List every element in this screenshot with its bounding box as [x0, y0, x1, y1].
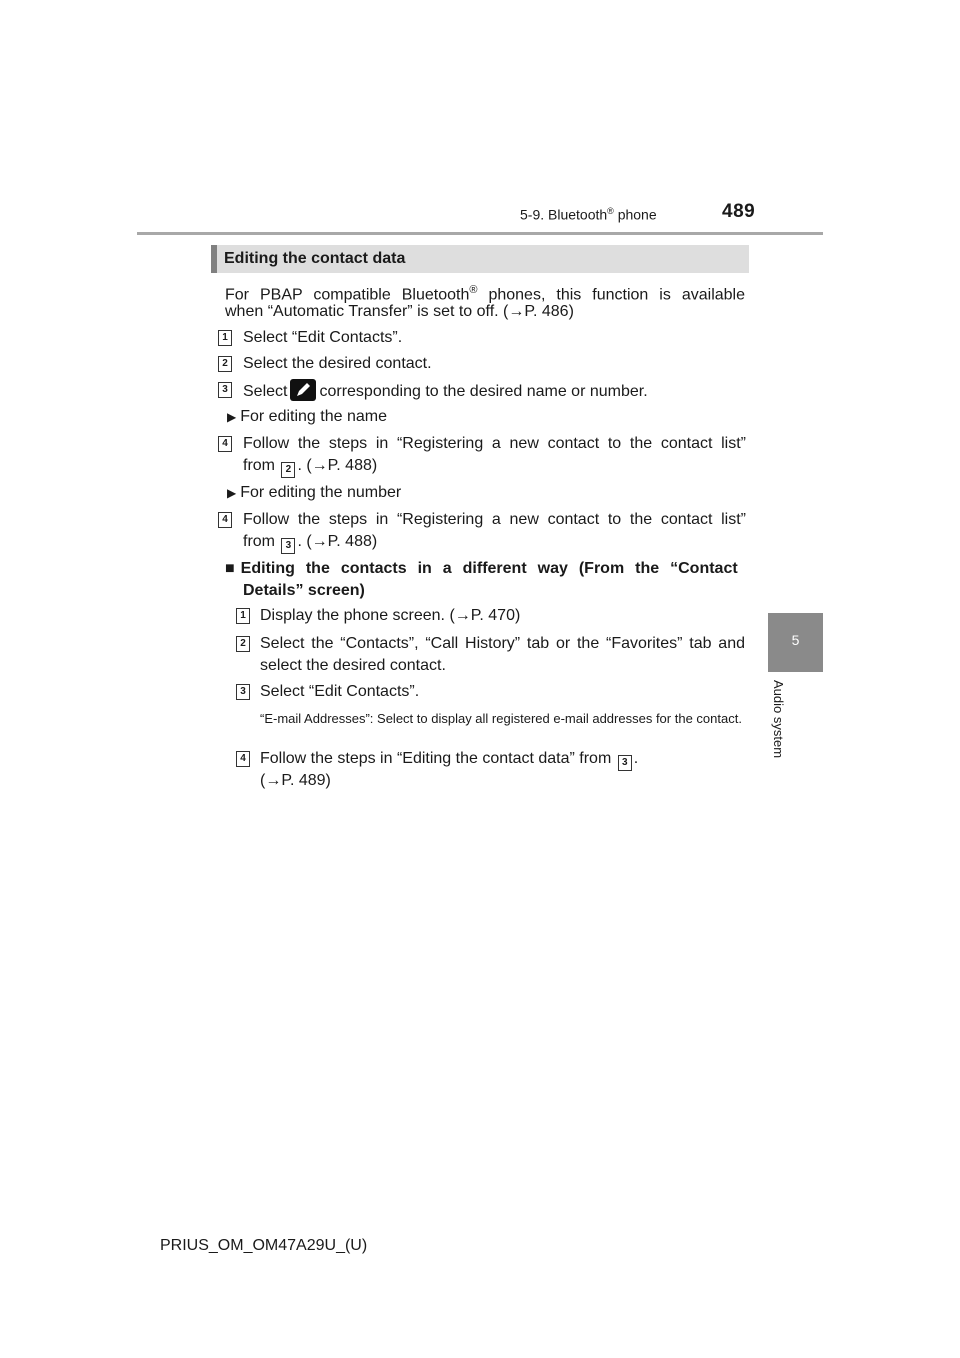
step-number-badge: 4 — [218, 436, 232, 452]
document-id: PRIUS_OM_OM47A29U_(U) — [160, 1237, 368, 1254]
step-ref-badge: 3 — [618, 755, 632, 771]
step-text: Select “Edit Contacts”. — [243, 329, 403, 346]
page-number: 489 — [722, 201, 756, 222]
step-number-badge: 2 — [236, 636, 250, 652]
step-ref-badge: 2 — [281, 462, 295, 478]
note-text: “E-mail Addresses”: Select to display all registered e-mail addresses for the contact. — [260, 711, 742, 726]
step-text-continued: from 3 . (→P. 488) — [243, 531, 377, 554]
step-number-badge: 3 — [218, 382, 232, 398]
intro-line-2: when “Automatic Transfer” is set to off. (→P. 486) — [225, 303, 574, 320]
edit-pencil-icon — [290, 379, 316, 401]
subsection-title: ■ Editing the contacts in a different way (From the “Contact — [225, 560, 738, 577]
step-text: Follow the steps in “Editing the contact data” from 3 . — [260, 748, 638, 771]
step-text-continued: from 2 . (→P. 488) — [243, 455, 377, 478]
step-ref-badge: 3 — [281, 538, 295, 554]
chapter-number: 5 — [791, 632, 800, 648]
triangle-bullet-icon: ▶ — [227, 486, 237, 500]
subsection-title-continued: Details” screen) — [243, 582, 365, 599]
case-label-name: ▶ For editing the name — [227, 408, 387, 425]
section-header: 5-9. Bluetooth® phone — [520, 206, 657, 223]
square-bullet-icon: ■ — [225, 560, 235, 577]
step-number-badge: 2 — [218, 356, 232, 372]
step-text: Display the phone screen. (→P. 470) — [260, 607, 521, 624]
step-text: Select “Edit Contacts”. — [260, 683, 420, 700]
step-number-badge: 4 — [218, 512, 232, 528]
step-number-badge: 4 — [236, 751, 250, 767]
intro-line-1: For PBAP compatible Bluetooth® phones, this function is available — [225, 284, 746, 304]
case-label-number: ▶ For editing the number — [227, 484, 402, 501]
step-text-continued: select the desired contact. — [260, 657, 446, 674]
step-number-badge: 3 — [236, 684, 250, 700]
step-number-badge: 1 — [218, 330, 232, 346]
section-title: Editing the contact data — [224, 250, 406, 267]
step-number-badge: 1 — [236, 608, 250, 624]
step-text: Select the “Contacts”, “Call History” tab or the “Favorites” tab and — [260, 635, 745, 652]
triangle-bullet-icon: ▶ — [227, 410, 237, 424]
chapter-label: Audio system — [771, 680, 786, 759]
step-text: Follow the steps in “Registering a new contact to the contact list” — [243, 435, 746, 452]
step-text: Select the desired contact. — [243, 355, 432, 372]
step-text: Follow the steps in “Registering a new contact to the contact list” — [243, 511, 746, 528]
step-text: Select corresponding to the desired name or number. — [243, 379, 648, 403]
header-rule — [137, 232, 823, 235]
step-text-continued: (→P. 489) — [260, 772, 331, 789]
